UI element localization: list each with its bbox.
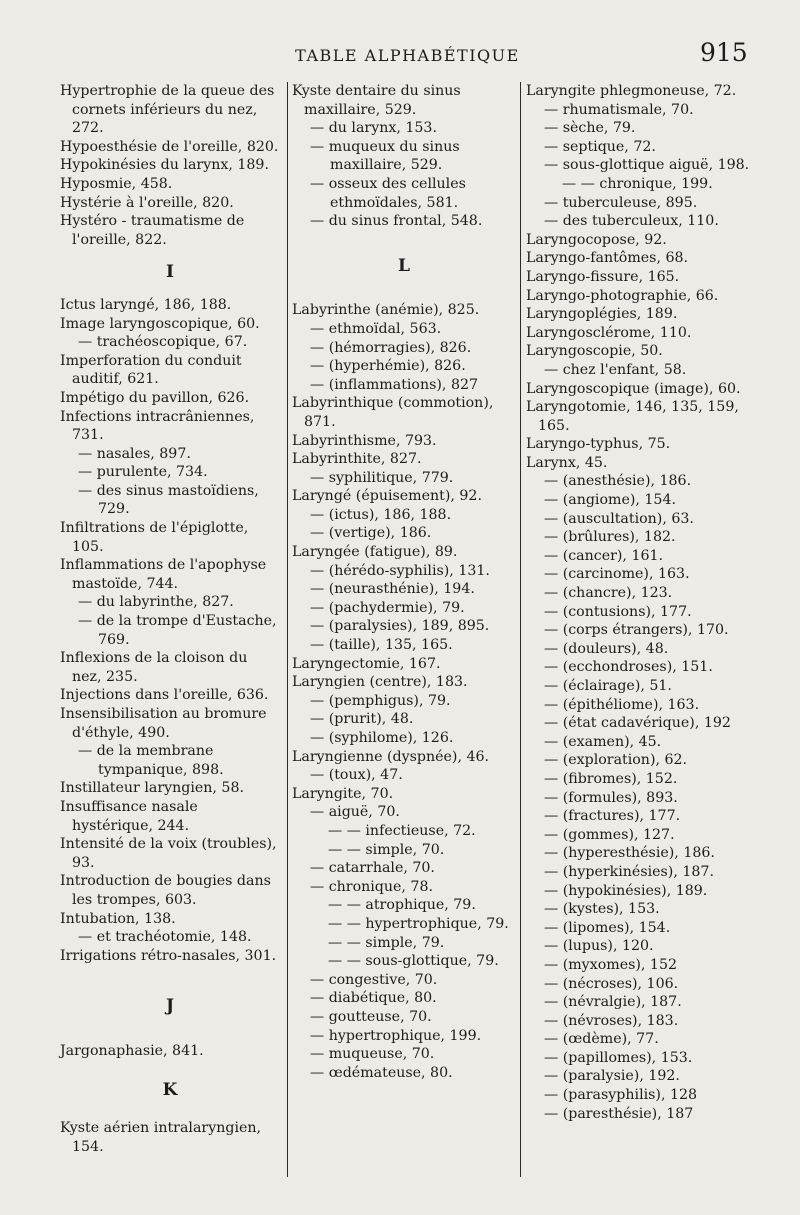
index-entry: — œdémateuse, 80. — [310, 1064, 453, 1081]
index-entry: — des sinus mastoïdiens, 729. — [78, 482, 259, 518]
index-entry: — (toux), 47. — [310, 767, 403, 784]
index-entry: — (état cadavérique), 192 — [544, 715, 731, 732]
index-entry: Imperforation du conduit auditif, 621. — [60, 352, 242, 388]
index-entry: Jargonaphasie, 841. — [60, 1042, 204, 1059]
index-block — [292, 301, 516, 1082]
index-column-1 — [60, 82, 280, 1156]
index-entry: Irrigations rétro-nasales, 301. — [60, 947, 277, 964]
index-entry: — (taille), 135, 165. — [310, 637, 453, 654]
index-entry: — — chronique, 199. — [562, 175, 713, 192]
index-entry: Injections dans l'oreille, 636. — [60, 687, 269, 704]
index-entry: Insuffisance nasale hystérique, 244. — [60, 798, 198, 834]
index-entry: — du sinus frontal, 548. — [310, 213, 483, 230]
index-column-3 — [526, 82, 758, 1123]
index-entry: Labyrinthe (anémie), 825. — [292, 302, 480, 319]
index-entry: — (myxomes), 152 — [544, 956, 678, 973]
index-entry: — (prurit), 48. — [310, 711, 414, 728]
index-entry: — (épithéliome), 163. — [544, 696, 700, 713]
index-entry: — — infectieuse, 72. — [328, 822, 476, 839]
index-entry: Hystérie à l'oreille, 820. — [60, 194, 234, 211]
index-entry: — sous-glottique aiguë, 198. — [544, 157, 750, 174]
index-entry: Larynx, 45. — [526, 454, 608, 471]
index-entry: — (fibromes), 152. — [544, 770, 678, 787]
index-entry: Hystéro - traumatisme de l'oreille, 822. — [60, 213, 245, 248]
letter-heading-k: K — [162, 1079, 178, 1100]
index-entry: — (paralysies), 189, 895. — [310, 618, 490, 635]
index-entry: Laryngo-fantômes, 68. — [526, 250, 689, 267]
page-number: 915 — [700, 38, 748, 67]
index-entry: — (parasyphilis), 128 — [544, 1087, 698, 1104]
index-entry: — (pachydermie), 79. — [310, 599, 465, 616]
index-entry: — (fractures), 177. — [544, 808, 681, 825]
index-block — [60, 1119, 280, 1156]
index-entry: Insensibilisation au bromure d'éthyle, 490. — [60, 706, 267, 741]
index-entry: — (carcinome), 163. — [544, 566, 690, 583]
letter-heading-j: J — [165, 996, 175, 1017]
index-entry: — diabétique, 80. — [310, 990, 437, 1007]
index-entry: — (ictus), 186, 188. — [310, 506, 452, 523]
index-entry: — nasales, 897. — [78, 445, 191, 462]
letter-heading-l: L — [398, 255, 410, 276]
index-entry: — (œdème), 77. — [544, 1031, 659, 1048]
index-entry: — tuberculeuse, 895. — [544, 194, 698, 211]
index-entry: Hypokinésies du larynx, 189. — [60, 157, 269, 174]
index-entry: Laryngienne (dyspnée), 46. — [292, 748, 490, 765]
index-entry: — (hyperesthésie), 186. — [544, 845, 715, 862]
column-rule-left — [287, 82, 288, 1177]
index-entry: — sèche, 79. — [544, 120, 636, 137]
index-entry: — (exploration), 62. — [544, 752, 688, 769]
index-entry: — goutteuse, 70. — [310, 1008, 432, 1025]
index-entry: — trachéoscopique, 67. — [78, 334, 248, 351]
running-header: TABLE ALPHABÉTIQUE — [295, 46, 520, 65]
index-entry: — (lipomes), 154. — [544, 919, 671, 936]
index-entry: Kyste aérien intralaryngien, 154. — [60, 1120, 262, 1155]
index-entry: Inflexions de la cloison du nez, 235. — [60, 650, 248, 685]
index-entry: — de la trompe d'Eustache, 769. — [78, 613, 277, 648]
index-entry: Laryngé (épuisement), 92. — [292, 488, 482, 505]
index-entry: — chronique, 78. — [310, 878, 433, 895]
index-entry: — du labyrinthe, 827. — [78, 594, 234, 611]
index-block — [526, 82, 758, 1123]
index-entry: — du larynx, 153. — [310, 120, 437, 137]
index-entry: Infiltrations de l'épiglotte, 105. — [60, 520, 249, 555]
index-entry: — osseux des cellules ethmoïdales, 581. — [310, 175, 466, 211]
index-entry: Intubation, 138. — [60, 910, 176, 927]
index-entry: Laryngocopose, 92. — [526, 231, 667, 248]
index-entry: Labyrinthisme, 793. — [292, 432, 437, 449]
index-entry: — (gommes), 127. — [544, 826, 675, 843]
index-entry: — (syphilome), 126. — [310, 730, 454, 746]
index-entry: Laryngien (centre), 183. — [292, 674, 468, 691]
index-entry: — (auscultation), 63. — [544, 510, 694, 527]
index-entry: — aiguë, 70. — [310, 804, 400, 821]
index-entry: Introduction de bougies dans les trompes, 603. — [60, 873, 271, 908]
index-entry: Laryngoscopie, 50. — [526, 343, 663, 360]
index-entry: Laryngotomie, 146, 135, 159, 165. — [526, 399, 739, 434]
index-block — [292, 82, 516, 231]
index-entry: Laryngite phlegmoneuse, 72. — [526, 83, 737, 99]
index-entry: — — sous-glottique, 79. — [328, 953, 499, 970]
index-entry: Intensité de la voix (troubles), 93. — [60, 836, 277, 871]
index-entry: Laryngée (fatigue), 89. — [292, 544, 458, 561]
index-entry: — (hypokinésies), 189. — [544, 882, 708, 899]
index-entry: Hypertrophie de la queue des cornets inférieurs du nez, 272. — [60, 83, 275, 137]
index-entry: — (ecchondroses), 151. — [544, 659, 713, 676]
index-entry: Inflammations de l'apophyse mastoïde, 744. — [60, 557, 267, 592]
index-entry: Laryngoscopique (image), 60. — [526, 380, 741, 397]
index-entry: — — simple, 70. — [328, 841, 445, 858]
index-entry: Laryngite, 70. — [292, 785, 394, 802]
index-entry: — — atrophique, 79. — [328, 897, 476, 914]
index-entry: — et trachéotomie, 148. — [78, 929, 252, 946]
index-entry: Kyste dentaire du sinus maxillaire, 529. — [292, 83, 461, 118]
index-entry: — (névralgie), 187. — [544, 994, 682, 1011]
index-entry: — (névroses), 183. — [544, 1012, 679, 1029]
index-entry: — (paralysie), 192. — [544, 1068, 680, 1085]
index-entry: — chez l'enfant, 58. — [544, 361, 687, 378]
index-entry: — (inflammations), 827 — [310, 376, 479, 393]
index-entry: — de la membrane tympanique, 898. — [78, 743, 224, 778]
index-entry: — muqueux du sinus maxillaire, 529. — [310, 138, 460, 174]
index-entry: — syphilitique, 779. — [310, 469, 454, 486]
index-entry: — (éclairage), 51. — [544, 678, 672, 694]
index-entry: — (brûlures), 182. — [544, 529, 676, 546]
letter-heading-i: I — [166, 262, 174, 283]
index-entry: — congestive, 70. — [310, 971, 438, 988]
index-entry: — (hémorragies), 826. — [310, 339, 472, 356]
index-entry: Ictus laryngé, 186, 188. — [60, 296, 232, 313]
index-entry: Laryngosclérome, 110. — [526, 324, 692, 341]
index-entry: — (anesthésie), 186. — [544, 473, 692, 490]
index-entry: Hypoesthésie de l'oreille, 820. — [60, 138, 279, 155]
index-entry: Impétigo du pavillon, 626. — [60, 389, 250, 406]
index-entry: — — hypertrophique, 79. — [328, 915, 509, 932]
index-entry: — (nécroses), 106. — [544, 975, 679, 992]
index-entry: — (pemphigus), 79. — [310, 692, 451, 709]
index-entry: — (examen), 45. — [544, 733, 662, 750]
index-entry: — hypertrophique, 199. — [310, 1027, 482, 1044]
index-entry: — catarrhale, 70. — [310, 860, 435, 877]
index-column-2 — [292, 82, 516, 1082]
index-entry: Image laryngoscopique, 60. — [60, 315, 260, 332]
index-entry: — (formules), 893. — [544, 789, 678, 806]
index-entry: — (hyperkinésies), 187. — [544, 863, 714, 880]
index-entry: Infections intracrâniennes, 731. — [60, 408, 255, 444]
index-entry: — (hyperhémie), 826. — [310, 358, 466, 375]
index-entry: — (corps étrangers), 170. — [544, 622, 729, 639]
index-entry: — (papillomes), 153. — [544, 1049, 693, 1066]
index-entry: — (cancer), 161. — [544, 547, 664, 564]
index-entry: Hyposmie, 458. — [60, 175, 173, 192]
index-block — [60, 1042, 280, 1061]
index-entry: — (douleurs), 48. — [544, 640, 669, 657]
index-block — [60, 82, 280, 249]
index-entry: Laryngectomie, 167. — [292, 655, 441, 672]
column-rule-right — [520, 82, 521, 1177]
index-entry: Labyrinthite, 827. — [292, 451, 422, 468]
index-entry: — ethmoïdal, 563. — [310, 320, 442, 337]
index-entry: Laryngo-fissure, 165. — [526, 268, 680, 285]
index-block — [60, 296, 280, 965]
index-entry: — (angiome), 154. — [544, 492, 676, 509]
index-entry: Instillateur laryngien, 58. — [60, 780, 244, 797]
index-entry: — rhumatismale, 70. — [544, 101, 694, 118]
index-entry: — (vertige), 186. — [310, 525, 432, 542]
index-entry: — septique, 72. — [544, 138, 656, 155]
index-entry: — — simple, 79. — [328, 934, 445, 951]
index-entry: — (neurasthénie), 194. — [310, 581, 475, 598]
index-entry: Laryngoplégies, 189. — [526, 306, 678, 323]
index-entry: — purulente, 734. — [78, 464, 208, 481]
index-entry: — (kystes), 153. — [544, 901, 660, 918]
index-entry: Labyrinthique (commotion), 871. — [292, 395, 494, 430]
index-entry: — (hérédo-syphilis), 131. — [310, 562, 490, 579]
index-entry: Laryngo-photographie, 66. — [526, 287, 719, 304]
index-entry: — (chancre), 123. — [544, 585, 673, 602]
index-entry: Laryngo-typhus, 75. — [526, 436, 671, 453]
index-entry: — (lupus), 120. — [544, 938, 654, 955]
index-entry: — des tuberculeux, 110. — [544, 213, 719, 230]
index-entry: — (paresthésie), 187 — [544, 1105, 694, 1122]
index-entry: — muqueuse, 70. — [310, 1046, 435, 1063]
index-entry: — (contusions), 177. — [544, 603, 692, 620]
